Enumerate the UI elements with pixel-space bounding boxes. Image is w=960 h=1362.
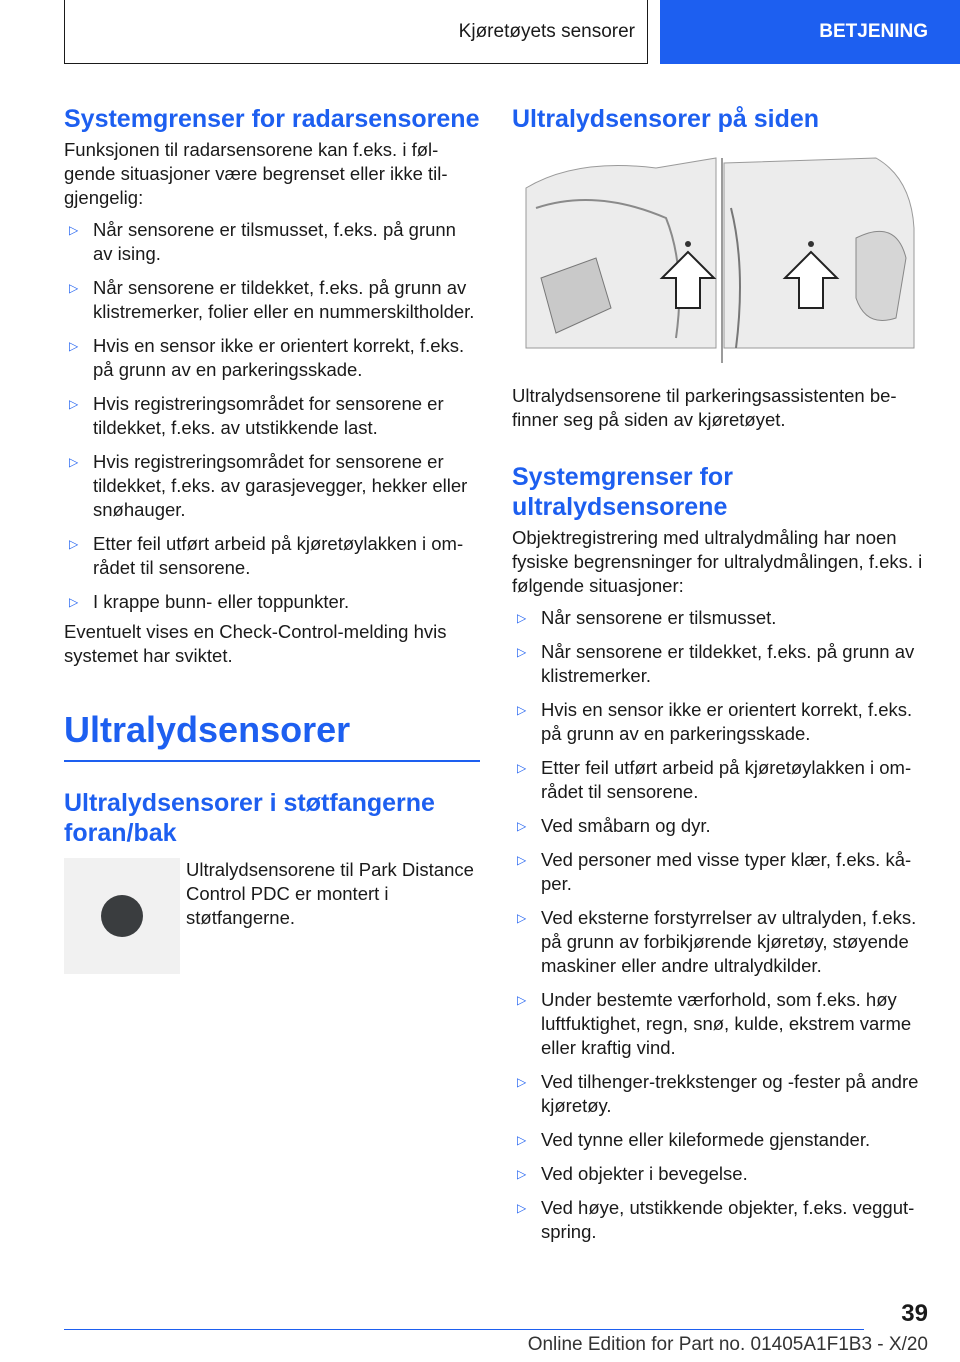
bullet-triangle-icon: ▷: [517, 703, 527, 717]
bumper-sensors-text: Ultralydsensorene til Park Distance Control PDC er montert i støtfangerne.: [186, 859, 474, 928]
bullet-triangle-icon: ▷: [517, 1167, 527, 1181]
footer-divider: [64, 1329, 864, 1330]
bullet-triangle-icon: ▷: [517, 1133, 527, 1147]
list-item: ▷ Ved småbarn og dyr.: [517, 815, 711, 836]
bumper-sensor-block: [64, 858, 480, 978]
list-item: ▷ Hvis registreringsområdet for sensorene er tildekket, f.eks. av garasjevegger, hekker eller snøhauger.: [69, 451, 468, 520]
side-sensor-car-image: [516, 148, 916, 368]
radar-outro: Eventuelt vises en Check-Control-melding hvis systemet har sviktet.: [64, 621, 447, 666]
ultrasonic-sensor-icon: [101, 895, 143, 937]
radar-limits-heading: Systemgrenser for radarsensorene: [64, 105, 480, 133]
list-item: ▷ Ved høye, utstikkende objekter, f.eks. veggutspring.: [517, 1197, 915, 1242]
right-column: [512, 104, 928, 1254]
side-sensors-caption: Ultralydsensorene til parkeringsassistenten befinner seg på siden av kjøretøyet.: [512, 385, 897, 430]
bullet-triangle-icon: ▷: [69, 537, 79, 551]
header-section-title: Kjøretøyets sensorer: [458, 20, 635, 42]
bullet-triangle-icon: ▷: [69, 397, 79, 411]
list-item: ▷ Ved tilhenger-trekkstenger og -fester på andre kjøretøy.: [517, 1071, 919, 1116]
list-item: ▷ Når sensorene er tilsmusset.: [517, 607, 777, 628]
bullet-triangle-icon: ▷: [517, 911, 527, 925]
list-item: ▷ Under bestemte værforhold, som f.eks. høy luftfuktighet, regn, snø, kulde, ekstrem varme eller kraftig vind.: [517, 989, 912, 1058]
list-item: ▷ I krappe bunn- eller toppunkter.: [69, 591, 350, 612]
list-item: ▷ Hvis registreringsområdet for sensorene er tildekket, f.eks. av utstikkende last.: [69, 393, 444, 438]
bullet-triangle-icon: ▷: [69, 339, 79, 353]
header-section-title-box: [64, 0, 648, 64]
radar-intro: Funksjonen til radarsensorene kan f.eks. i følgende situasjoner være begrenset eller ikke tilgjengelig:: [64, 139, 448, 208]
side-sensors-heading: Ultralydsensorer på siden: [512, 105, 820, 133]
list-item: ▷ Ved tynne eller kileformede gjenstander.: [517, 1129, 871, 1150]
heading-divider: [64, 760, 480, 762]
bullet-triangle-icon: ▷: [517, 761, 527, 775]
bullet-triangle-icon: ▷: [69, 223, 79, 237]
list-item: ▷ Når sensorene er tildekket, f.eks. på grunn av klistremerker.: [517, 641, 915, 686]
left-column: [64, 104, 480, 978]
bullet-triangle-icon: ▷: [517, 1201, 527, 1215]
sensor-image: [64, 858, 180, 974]
bullet-triangle-icon: ▷: [517, 993, 527, 1007]
list-item: ▷ Når sensorene er tilsmusset, f.eks. på grunn av ising.: [69, 219, 456, 264]
bumper-sensors-heading: Ultralydsensorer i støtfangerne foran/bak: [64, 789, 435, 847]
ultrasonic-limits-list: [512, 606, 928, 1244]
bullet-triangle-icon: ▷: [69, 595, 79, 609]
bullet-triangle-icon: ▷: [69, 281, 79, 295]
bullet-triangle-icon: ▷: [517, 819, 527, 833]
list-item: ▷ Ved personer med visse typer klær, f.eks. kåper.: [517, 849, 912, 894]
bullet-triangle-icon: ▷: [69, 455, 79, 469]
ultrasonic-limits-intro: Objektregistrering med ultralydmåling har noen fysiske begrensninger for ultralydmålingen, f.eks. i følgende situasjoner:: [512, 527, 923, 596]
radar-limits-list: [64, 218, 480, 614]
list-item: ▷ Ved eksterne forstyrrelser av ultralyden, f.eks. på grunn av forbikjørende kjøretøy, støyende maskiner eller andre ultralydkilder.: [517, 907, 917, 976]
list-item: ▷ Hvis en sensor ikke er orientert korrekt, f.eks. på grunn av en parkeringsskade.: [517, 699, 913, 744]
ultrasonic-limits-heading: Systemgrenser for ultralydsensorene: [512, 463, 733, 521]
list-item: ▷ Når sensorene er tildekket, f.eks. på grunn av klistremerker, folier eller en nummerskiltholder.: [69, 277, 475, 322]
footer-edition-text: Online Edition for Part no. 01405A1F1B3 - X/20: [527, 1334, 928, 1355]
header-chapter-tab: [660, 0, 960, 64]
list-item: ▷ Hvis en sensor ikke er orientert korrekt, f.eks. på grunn av en parkeringsskade.: [69, 335, 465, 380]
list-item: ▷ Etter feil utført arbeid på kjøretøylakken i området til sensorene.: [69, 533, 464, 578]
bullet-triangle-icon: ▷: [517, 853, 527, 867]
bullet-triangle-icon: ▷: [517, 611, 527, 625]
page-number: 39: [901, 1300, 928, 1327]
bullet-triangle-icon: ▷: [517, 645, 527, 659]
list-item: ▷ Etter feil utført arbeid på kjøretøylakken i området til sensorene.: [517, 757, 912, 802]
bullet-triangle-icon: ▷: [517, 1075, 527, 1089]
header-chapter-label: BETJENING: [819, 21, 928, 42]
ultrasonic-section-heading: Ultralydsensorer: [64, 709, 351, 750]
list-item: ▷ Ved objekter i bevegelse.: [517, 1163, 748, 1184]
